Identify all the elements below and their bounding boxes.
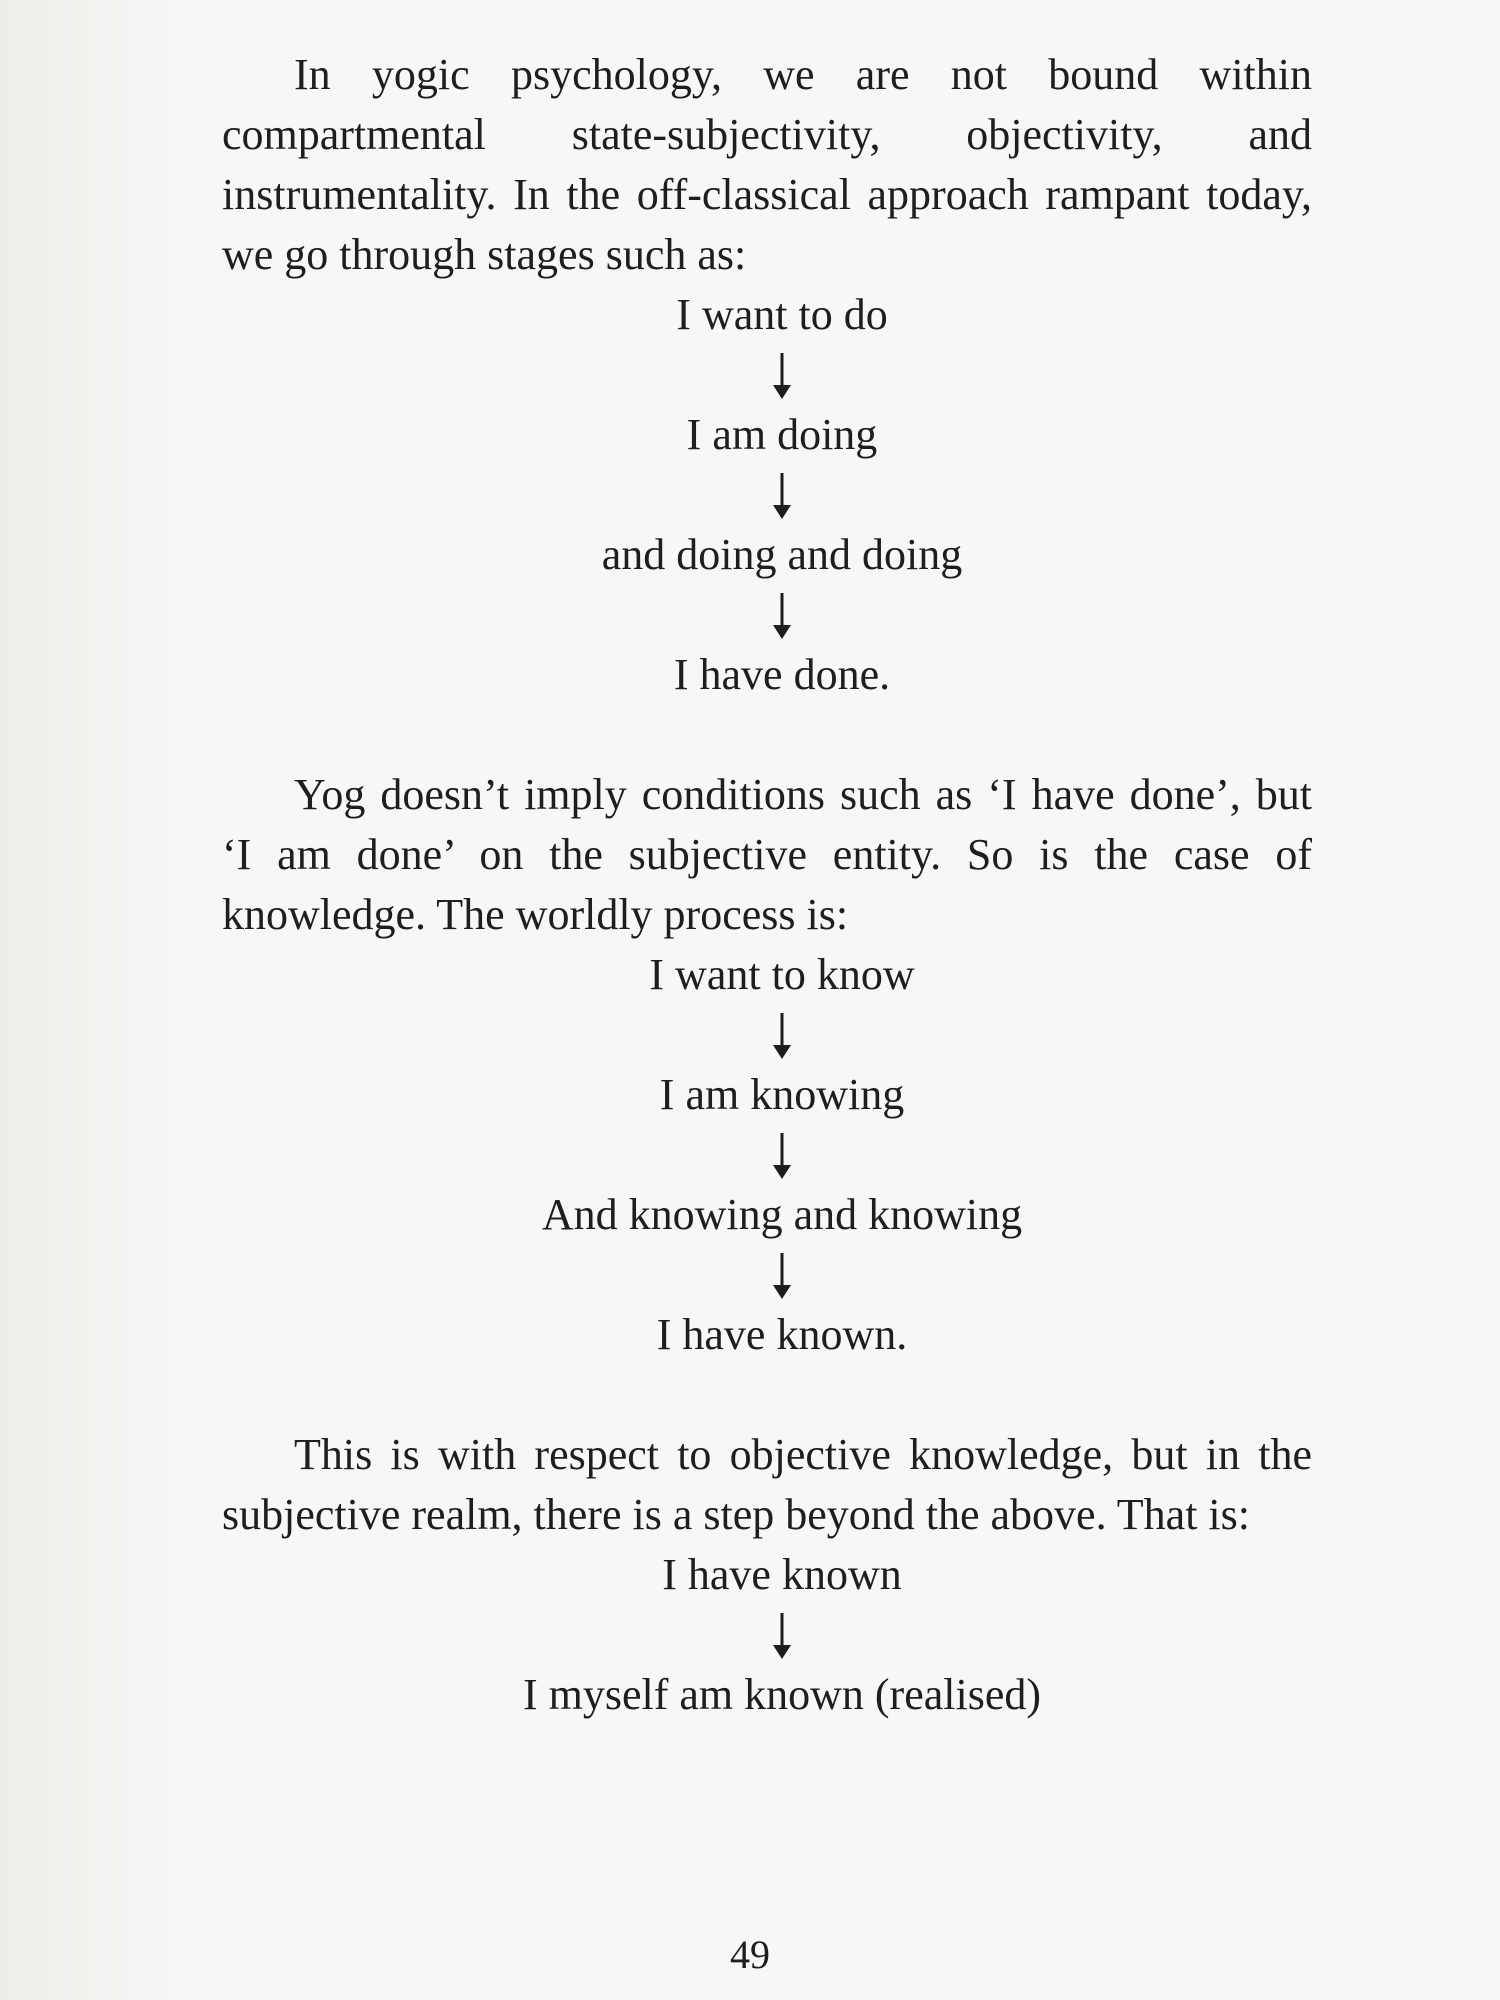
flow-step: And knowing and knowing bbox=[541, 1190, 1023, 1239]
flow-step: I have done. bbox=[673, 650, 891, 699]
flow-step: I want to know bbox=[649, 950, 915, 999]
page-number: 49 bbox=[730, 1932, 770, 1977]
paragraph-yog-conditions: Yog doesn’t imply conditions such as ‘I have done’, but ‘I am done’ on the subjective entity. So is the case of knowledge. The worldly process is: bbox=[222, 770, 1312, 939]
flow-realised bbox=[222, 1545, 1312, 1725]
flow-step: I myself am known (realised) bbox=[522, 1670, 1042, 1719]
flow-step: I have known. bbox=[656, 1310, 908, 1359]
down-arrow-icon bbox=[762, 1125, 802, 1185]
flow-step: I am doing bbox=[686, 410, 878, 459]
down-arrow-icon bbox=[762, 1605, 802, 1665]
spacer bbox=[222, 1365, 1312, 1425]
paragraph-subjective-realm: This is with respect to objective knowledge, but in the subjective realm, there is a step beyond the above. That is: bbox=[222, 1430, 1312, 1539]
scan-shading bbox=[0, 0, 200, 2000]
flow-doing bbox=[222, 285, 1312, 705]
page-body bbox=[222, 45, 1312, 1725]
down-arrow-icon bbox=[762, 585, 802, 645]
spacer bbox=[222, 705, 1312, 765]
flow-step: I am knowing bbox=[659, 1070, 905, 1119]
down-arrow-icon bbox=[762, 1245, 802, 1305]
flow-step: and doing and doing bbox=[601, 530, 963, 579]
paragraph-yogic-psychology: In yogic psychology, we are not bound within compartmental state-subjectivity, objectivity, and instrumentality. In the off-classical approach rampant today, we go through stages such as: bbox=[222, 50, 1312, 279]
flow-knowing bbox=[222, 945, 1312, 1365]
flow-step: I want to do bbox=[676, 290, 888, 339]
down-arrow-icon bbox=[762, 465, 802, 525]
down-arrow-icon bbox=[762, 1005, 802, 1065]
flow-step: I have known bbox=[662, 1550, 902, 1599]
down-arrow-icon bbox=[762, 345, 802, 405]
